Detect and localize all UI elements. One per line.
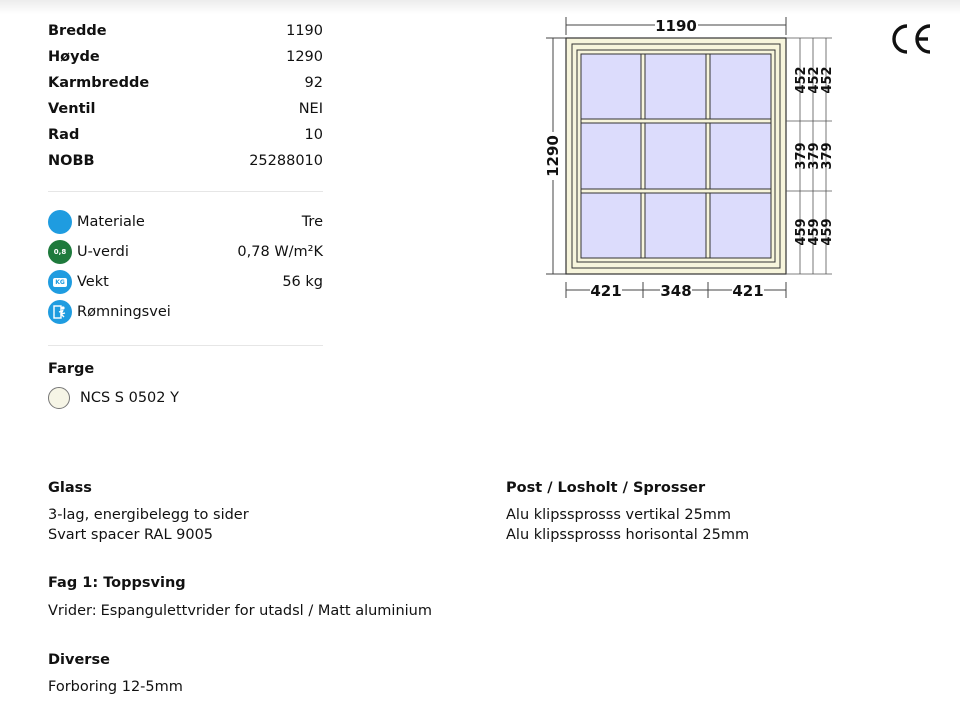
window-drawing — [540, 12, 840, 302]
glass-pane — [581, 54, 771, 258]
spec-key: NOBB — [48, 153, 95, 169]
divider — [48, 345, 323, 346]
bottom-label: 421 — [590, 282, 622, 300]
spec-row-ventil — [48, 96, 323, 122]
weight-icon — [48, 270, 72, 294]
color-heading: Farge — [48, 361, 95, 377]
right-label: 459 — [794, 218, 809, 246]
fag-heading: Fag 1: Toppsving — [48, 575, 186, 591]
spec-value: NEI — [298, 101, 323, 117]
right-label: 452 — [820, 66, 835, 94]
spec-key: Høyde — [48, 49, 100, 65]
glass-line: 3-lag, energibelegg to sider — [48, 507, 249, 523]
right-label: 452 — [794, 66, 809, 94]
bottom-label: 348 — [660, 282, 692, 300]
spec-row-rad — [48, 122, 323, 148]
escape-route-icon — [48, 300, 72, 324]
right-label: 379 — [794, 142, 809, 170]
spec-value: 1190 — [286, 23, 323, 39]
fag-line — [48, 603, 432, 619]
property-value: 56 kg — [282, 274, 323, 290]
u-value-icon-text: 0,8 — [53, 248, 67, 256]
weight-icon-text: KG — [55, 278, 65, 286]
right-label: 452 — [807, 66, 822, 94]
post-heading: Post / Losholt / Sprosser — [506, 480, 706, 496]
divider — [48, 191, 323, 192]
height-label: 1290 — [544, 135, 562, 177]
spec-key: Bredde — [48, 23, 107, 39]
right-label: 379 — [807, 142, 822, 170]
u-value-icon — [48, 240, 72, 264]
fag-value: Espangulettvrider for utadsl / Matt aluminium — [100, 603, 432, 619]
material-icon — [48, 210, 72, 234]
fag-label: Vrider: — [48, 603, 97, 619]
property-list — [48, 207, 323, 327]
property-value: Tre — [301, 214, 323, 230]
escape-route-glyph — [52, 304, 68, 320]
spec-value: 25288010 — [249, 153, 323, 169]
post-line: Alu klipssprosss horisontal 25mm — [506, 527, 750, 543]
bottom-label: 421 — [732, 282, 764, 300]
property-label: Materiale — [77, 214, 145, 230]
diverse-line: Forboring 12-5mm — [48, 679, 183, 695]
spec-row-bredde — [48, 18, 323, 44]
color-row — [48, 387, 179, 409]
right-label: 379 — [820, 142, 835, 170]
right-label: 459 — [820, 218, 835, 246]
property-value: 0,78 W/m²K — [237, 244, 323, 260]
spec-row-nobb — [48, 148, 323, 174]
property-u-verdi — [48, 237, 323, 267]
diverse-heading: Diverse — [48, 652, 110, 668]
property-materiale — [48, 207, 323, 237]
spec-value: 1290 — [286, 49, 323, 65]
post-line: Alu klipssprosss vertikal 25mm — [506, 507, 732, 523]
glass-line: Svart spacer RAL 9005 — [48, 527, 214, 543]
spec-table — [48, 18, 323, 174]
property-label: Vekt — [77, 274, 109, 290]
property-label: U-verdi — [77, 244, 129, 260]
width-label: 1190 — [655, 17, 697, 35]
spec-value: 92 — [304, 75, 323, 91]
spec-key: Karmbredde — [48, 75, 150, 91]
ce-mark-icon — [890, 22, 934, 56]
color-swatch — [48, 387, 70, 409]
spec-value: 10 — [304, 127, 323, 143]
spec-row-hoyde — [48, 44, 323, 70]
property-label: Rømningsvei — [77, 304, 171, 320]
spec-row-karmbredde — [48, 70, 323, 96]
spec-key: Rad — [48, 127, 80, 143]
property-romningsvei — [48, 297, 323, 327]
property-vekt — [48, 267, 323, 297]
right-label: 459 — [807, 218, 822, 246]
spec-key: Ventil — [48, 101, 96, 117]
color-name: NCS S 0502 Y — [80, 390, 179, 406]
glass-heading: Glass — [48, 480, 92, 496]
